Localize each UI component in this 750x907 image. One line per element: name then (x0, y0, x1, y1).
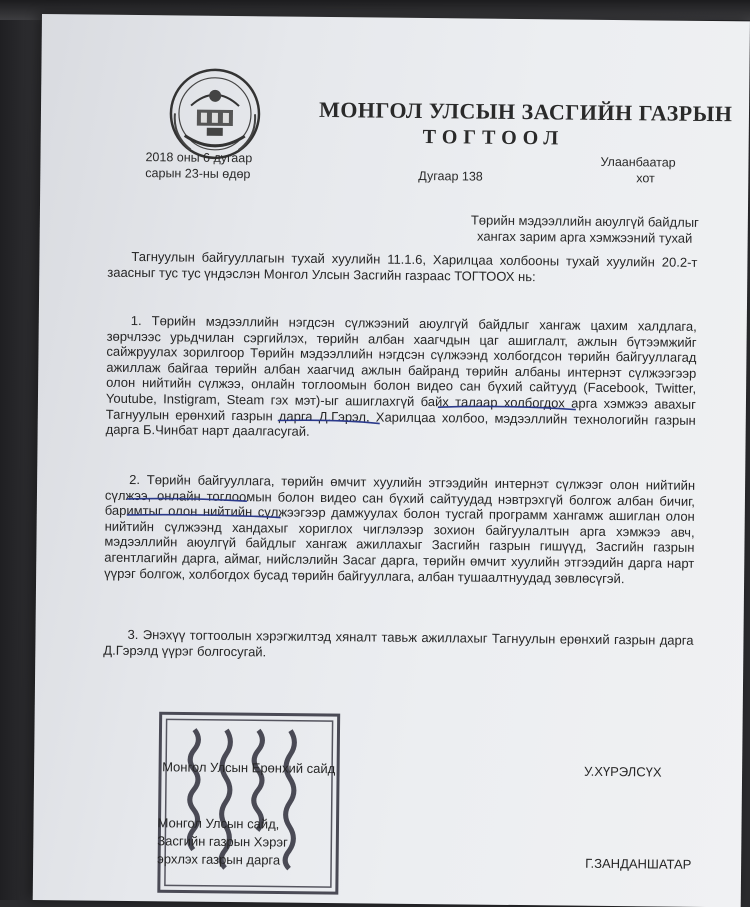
paragraph-1-text: 1. Төрийн мэдээллийн нэгдсэн сүлжээний аюулгүй байдлыг хангаж цахим халдлага, зөрчлээс урьдчилан сэргийлэх, төрийн албан хаагчдын цаг ашиглалт, ажлын бүтээмжийг сайжруулах зорилгоор Төрийн мэдээллийн нэгдсэн сүлжээнд холбогдсон төрийн байгууллагад ажиллаж байгаа төрийн албан хаагчид ажлын байранд төрийн албаны интернэт сүлжээгээр олон нийтийн сүлжээ, онлайн тоглоомын болон видео сан бүхий сайтууд (Facebook, Twitter, Youtube, Instigram, Steam гэх мэт)-ыг ашиглахгүй байх талаар холбогдох арга хэмжээ авахыг Тагнуулын ерөнхий газрын дарга Д.Гэрэл, Харилцаа холбоо, мэдээллийн технологийн газрын дарга Б.Чинбат нарт даалгасугай. (105, 312, 697, 439)
government-title: МОНГОЛ УЛСЫН ЗАСГИЙН ГАЗРЫН (318, 96, 733, 127)
paragraph-3-text: 3. Энэхүү тогтоолын хэрэгжилтэд хяналт тавьж ажиллахыг Тагнуулын ерөнхий газрын дарга Д.Гэрэлд үүрэг болгосугай. (103, 626, 694, 659)
paragraph-2-text: 2. Төрийн байгууллага, төрийн өмчит хуулийн этгээдийн интернэт сүлжээг олон нийтийн сүлжээ, онлайн тоглоомын болон видео сан бүхий сайтуудад нэвтрэхгүй болгож албан бичиг, баримтыг олон нийтийн сүлжээгээр дамжуулах болон тусгай программ хангамж ашиглан олон нийтийн сүлжээнд хандахыг хориглох чиглэлээр зохион байгуулалтын арга хэмжээ авч, мэдээллийн аюулгүй байдлыг хангаж ажиллахыг Засгийн газрын гишүүд, Засгийн газрын агентлагийн дарга, аймаг, нийслэлийн Засаг дарга, төрийн өмчит хуулийн этгээдийн дарга нарт үүрэг болгож, холбогдох бусад төрийн байгууллага, албан тушаалтнуудад зөвлөсүгэй. (104, 471, 696, 586)
subject-line-2: хангах зарим арга хэмжээний тухай (476, 228, 693, 246)
official-seal-icon (153, 707, 345, 899)
minister-name: Г.ЗАНДАНШАТАР (585, 855, 692, 872)
preamble-text: Тагнуулын байгууллагын тухай хуулийн 11.1.6, Харилцаа холбооны тухай хуулийн 20.2-т заасныг тус тус үндэслэн Монгол Улсын Засгийн газраас ТОГТООХ нь: (107, 248, 698, 284)
subject-line-1: Төрийн мэдээллийн аюулгүй байдлыг (470, 212, 699, 230)
place-line-2: хот (636, 171, 655, 186)
place-line-1: Улаанбаатар (600, 154, 676, 170)
pm-title: Монгол Улсын Ерөнхий сайд (162, 759, 336, 777)
date-line-2: сарын 23-ны өдөр (145, 166, 251, 182)
document-type: ТОГТООЛ (422, 125, 565, 150)
pm-name: У.ХҮРЭЛСҮХ (584, 763, 662, 780)
document-sheet (33, 14, 750, 907)
pen-underlines (35, 14, 750, 721)
decree-number: Дугаар 138 (418, 168, 483, 184)
date-line-1: 2018 оны 6 дугаар (145, 150, 253, 166)
minister-title-line-2: Засгийн газрын Хэрэг (157, 833, 288, 850)
minister-title-line-3: эрхлэх газрын дарга (157, 851, 281, 868)
minister-title-line-1: Монгол Улсын сайд, (157, 815, 280, 832)
